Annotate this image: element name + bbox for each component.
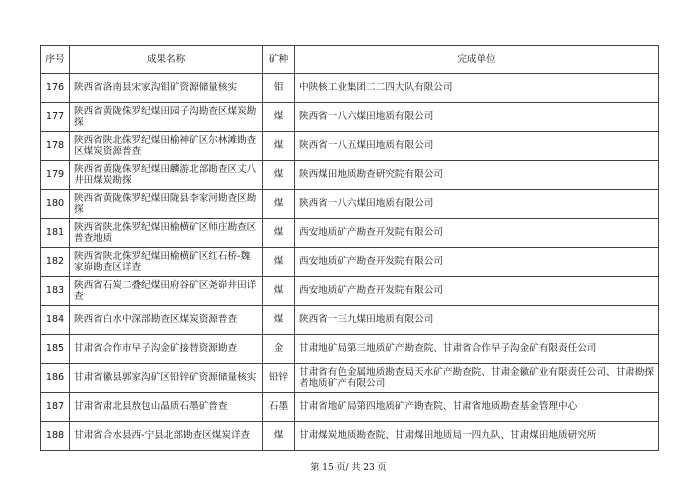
- table-row: [41, 335, 659, 364]
- row-mineral: 煤: [263, 132, 295, 161]
- row-mineral: 煤: [263, 161, 295, 190]
- row-unit: 陕西省一三九煤田地质有限公司: [295, 306, 659, 335]
- table-row: [41, 422, 659, 451]
- row-name: 陕西省黄陇侏罗纪煤田园子沟勘查区煤炭勘探: [70, 103, 263, 132]
- row-name: 陕西省白水中深部勘查区煤炭资源普查: [70, 306, 263, 335]
- row-mineral: 煤: [263, 103, 295, 132]
- row-mineral: 钼: [263, 74, 295, 103]
- row-mineral: 煤: [263, 248, 295, 277]
- row-name: 甘肃省徽县郭家沟矿区铅锌矿资源储量核实: [70, 364, 263, 393]
- table-row: [41, 132, 659, 161]
- row-num: 186: [41, 364, 70, 393]
- row-unit: 中陕核工业集团二二四大队有限公司: [295, 74, 659, 103]
- table-row: [41, 248, 659, 277]
- header-mineral: 矿种: [263, 46, 295, 74]
- page-footer: 第 15 页/ 共 23 页: [310, 463, 387, 473]
- row-mineral: 煤: [263, 190, 295, 219]
- row-unit: 西安地质矿产勘查开发院有限公司: [295, 277, 659, 306]
- row-name: 甘肃省肃北县敖包山晶质石墨矿普查: [70, 393, 263, 422]
- row-unit: 西安地质矿产勘查开发院有限公司: [295, 248, 659, 277]
- row-mineral: 煤: [263, 219, 295, 248]
- row-unit: 甘肃煤炭地质勘查院、甘肃煤田地质局一四九队、甘肃煤田地质研究所: [295, 422, 659, 451]
- row-unit: 陕西省一八六煤田地质有限公司: [295, 190, 659, 219]
- table-row: [41, 306, 659, 335]
- row-num: 179: [41, 161, 70, 190]
- row-name: 陕西省陕北侏罗纪煤田榆神矿区尔林滩勘查区煤炭资源普查: [70, 132, 263, 161]
- row-num: 184: [41, 306, 70, 335]
- table-row: [41, 74, 659, 103]
- table-row: [41, 161, 659, 190]
- row-unit: 甘肃省有色金属地质勘查局天水矿产勘查院、甘肃金徽矿业有限责任公司、甘肃勘探者地质矿产有限公司: [295, 364, 659, 393]
- row-mineral: 铅锌: [263, 364, 295, 393]
- row-num: 180: [41, 190, 70, 219]
- table-row: [41, 103, 659, 132]
- table-row: [41, 219, 659, 248]
- row-unit: 甘肃地矿局第三地质矿产勘查院、甘肃省合作早子沟金矿有限责任公司: [295, 335, 659, 364]
- table-row: [41, 277, 659, 306]
- row-mineral: 金: [263, 335, 295, 364]
- row-num: 177: [41, 103, 70, 132]
- row-mineral: 石墨: [263, 393, 295, 422]
- row-name: 陕西省石炭二叠纪煤田府谷矿区尧峁井田详查: [70, 277, 263, 306]
- row-name: 甘肃省合作市早子沟金矿接替资源勘查: [70, 335, 263, 364]
- table-row: [41, 364, 659, 393]
- row-num: 178: [41, 132, 70, 161]
- row-mineral: 煤: [263, 306, 295, 335]
- row-num: 183: [41, 277, 70, 306]
- row-num: 188: [41, 422, 70, 451]
- row-name: 陕西省洛南县宋家沟钼矿资源储量核实: [70, 74, 263, 103]
- header-name: 成果名称: [70, 46, 263, 74]
- row-name: 陕西省黄陇侏罗纪煤田陇县李家河勘查区勘探: [70, 190, 263, 219]
- table-header-row: [41, 46, 659, 74]
- row-name: 甘肃省合水县西-宁县北部勘查区煤炭详查: [70, 422, 263, 451]
- row-unit: 西安地质矿产勘查开发院有限公司: [295, 219, 659, 248]
- row-num: 176: [41, 74, 70, 103]
- table-row: [41, 190, 659, 219]
- header-unit: 完成单位: [295, 46, 659, 74]
- row-name: 陕西省陕北侏罗纪煤田榆横矿区师庄勘查区普查地质: [70, 219, 263, 248]
- row-mineral: 煤: [263, 422, 295, 451]
- row-num: 187: [41, 393, 70, 422]
- row-num: 181: [41, 219, 70, 248]
- results-table-container: [40, 45, 658, 451]
- table-row: [41, 393, 659, 422]
- row-unit: 甘肃省地矿局第四地质矿产勘查院、甘肃省地质勘查基金管理中心: [295, 393, 659, 422]
- row-unit: 陕西省一八五煤田地质有限公司: [295, 132, 659, 161]
- results-table: [40, 45, 659, 451]
- row-num: 182: [41, 248, 70, 277]
- row-mineral: 煤: [263, 277, 295, 306]
- row-name: 陕西省陕北侏罗纪煤田榆横矿区红石桥-魏家峁勘查区详查: [70, 248, 263, 277]
- header-num: 序号: [41, 46, 70, 74]
- row-name: 陕西省黄陇侏罗纪煤田麟游北部勘查区丈八井田煤炭勘探: [70, 161, 263, 190]
- row-unit: 陕西煤田地质勘查研究院有限公司: [295, 161, 659, 190]
- row-num: 185: [41, 335, 70, 364]
- row-unit: 陕西省一八六煤田地质有限公司: [295, 103, 659, 132]
